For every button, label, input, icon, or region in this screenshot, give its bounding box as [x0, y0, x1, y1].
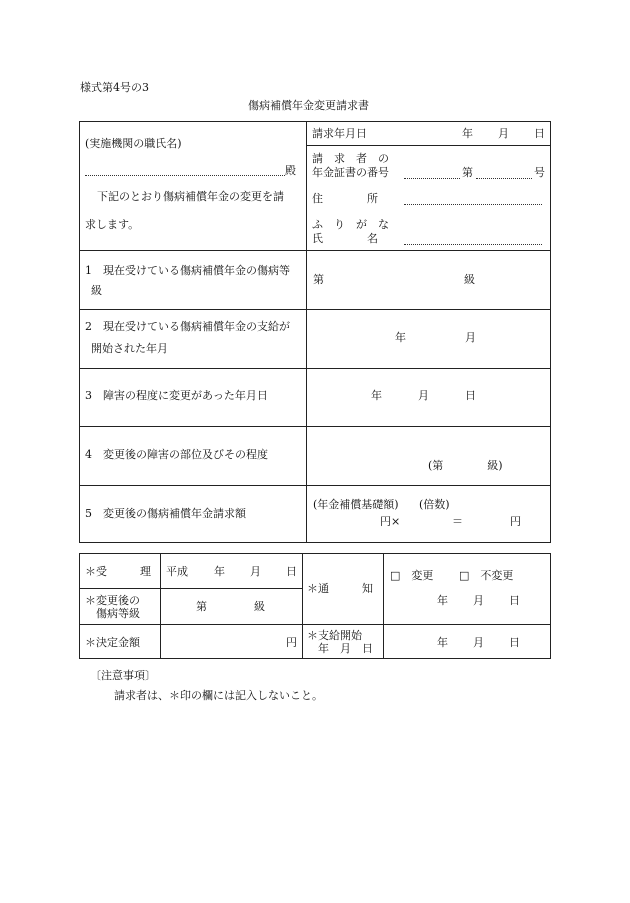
name-label: 氏 名 — [312, 232, 378, 245]
row4-label: 4 変更後の障害の部位及びその程度 — [85, 448, 268, 461]
honorific: 殿 — [285, 164, 296, 177]
date-year: 年 — [462, 127, 473, 140]
org-label: (実施機関の職氏名) — [85, 137, 182, 150]
row3-year: 年 — [371, 389, 382, 402]
row3-month: 月 — [418, 389, 429, 402]
row1-label-line1: 1 現在受けている傷病補償年金の傷病等 — [85, 264, 290, 277]
cert-label-line1: 請 求 者 の — [312, 152, 389, 165]
row5-yen: 円 — [510, 515, 521, 528]
checkbox-no-change[interactable]: □ 不変更 — [459, 569, 514, 582]
receipt-month: 月 — [250, 565, 261, 578]
date-label: 請求年月日 — [312, 127, 367, 140]
row5-equals: ＝ — [452, 515, 463, 528]
notice-day: 日 — [509, 594, 520, 607]
row4-value: (第 級) — [428, 459, 503, 472]
row1-dai: 第 — [313, 273, 324, 286]
row1-label-line2: 級 — [91, 284, 102, 297]
start-year: 年 — [437, 636, 448, 649]
row2-label-line1: 2 現在受けている傷病補償年金の支給が — [85, 320, 290, 333]
date-day: 日 — [534, 127, 545, 140]
receipt-label: ＊受 理 — [85, 565, 151, 578]
row2-year: 年 — [395, 331, 406, 344]
start-label-line1: ＊支給開始 — [307, 629, 362, 642]
grade-kyu: 級 — [254, 600, 265, 613]
row5-base-label: (年金補償基礎額) — [313, 498, 399, 511]
notice-month: 月 — [473, 594, 484, 607]
notice-year: 年 — [437, 594, 448, 607]
name-field[interactable] — [404, 244, 542, 245]
checkbox-change[interactable]: □ 変更 — [390, 569, 434, 582]
address-label: 住 所 — [312, 192, 378, 205]
date-month: 月 — [498, 127, 509, 140]
row3-label: 3 障害の程度に変更があった年月日 — [85, 389, 268, 402]
notes-heading: 〔注意事項〕 — [90, 669, 156, 682]
address-field[interactable] — [404, 204, 542, 205]
row3-day: 日 — [465, 389, 476, 402]
notice-label: ＊通 知 — [307, 582, 373, 595]
grade-dai: 第 — [196, 600, 207, 613]
body-text-line1: 下記のとおり傷病補償年金の変更を請 — [97, 190, 284, 203]
furigana-label: ふ り が な — [312, 218, 389, 231]
cert-number-field-b[interactable] — [476, 178, 532, 179]
row5-label: 5 変更後の傷病補償年金請求額 — [85, 507, 246, 520]
cert-dai: 第 — [462, 166, 473, 179]
start-label-line2: 年 月 日 — [307, 642, 373, 655]
start-day: 日 — [509, 636, 520, 649]
cert-go: 号 — [534, 166, 545, 179]
cert-label-line2: 年金証書の番号 — [312, 166, 389, 179]
row2-month: 月 — [465, 331, 476, 344]
amount-label: ＊決定金額 — [85, 636, 140, 649]
grade-label-line2: 傷病等級 — [85, 607, 140, 620]
row1-kyu: 級 — [464, 273, 475, 286]
org-name-field[interactable] — [85, 175, 285, 176]
row5-multiplier-label: (倍数) — [419, 498, 450, 511]
form-number: 様式第4号の3 — [80, 81, 149, 94]
cert-number-field-a[interactable] — [404, 178, 460, 179]
start-month: 月 — [473, 636, 484, 649]
body-text-line2: 求します。 — [85, 218, 140, 231]
receipt-day: 日 — [286, 565, 297, 578]
receipt-era: 平成 — [166, 565, 188, 578]
row2-label-line2: 開始された年月 — [91, 342, 168, 355]
row5-yen-times: 円× — [380, 515, 401, 528]
grade-label-line1: ＊変更後の — [85, 594, 140, 607]
notes-text: 請求者は、＊印の欄には記入しないこと。 — [114, 689, 323, 702]
receipt-year: 年 — [214, 565, 225, 578]
amount-yen: 円 — [286, 636, 297, 649]
form-title: 傷病補償年金変更請求書 — [248, 99, 369, 112]
